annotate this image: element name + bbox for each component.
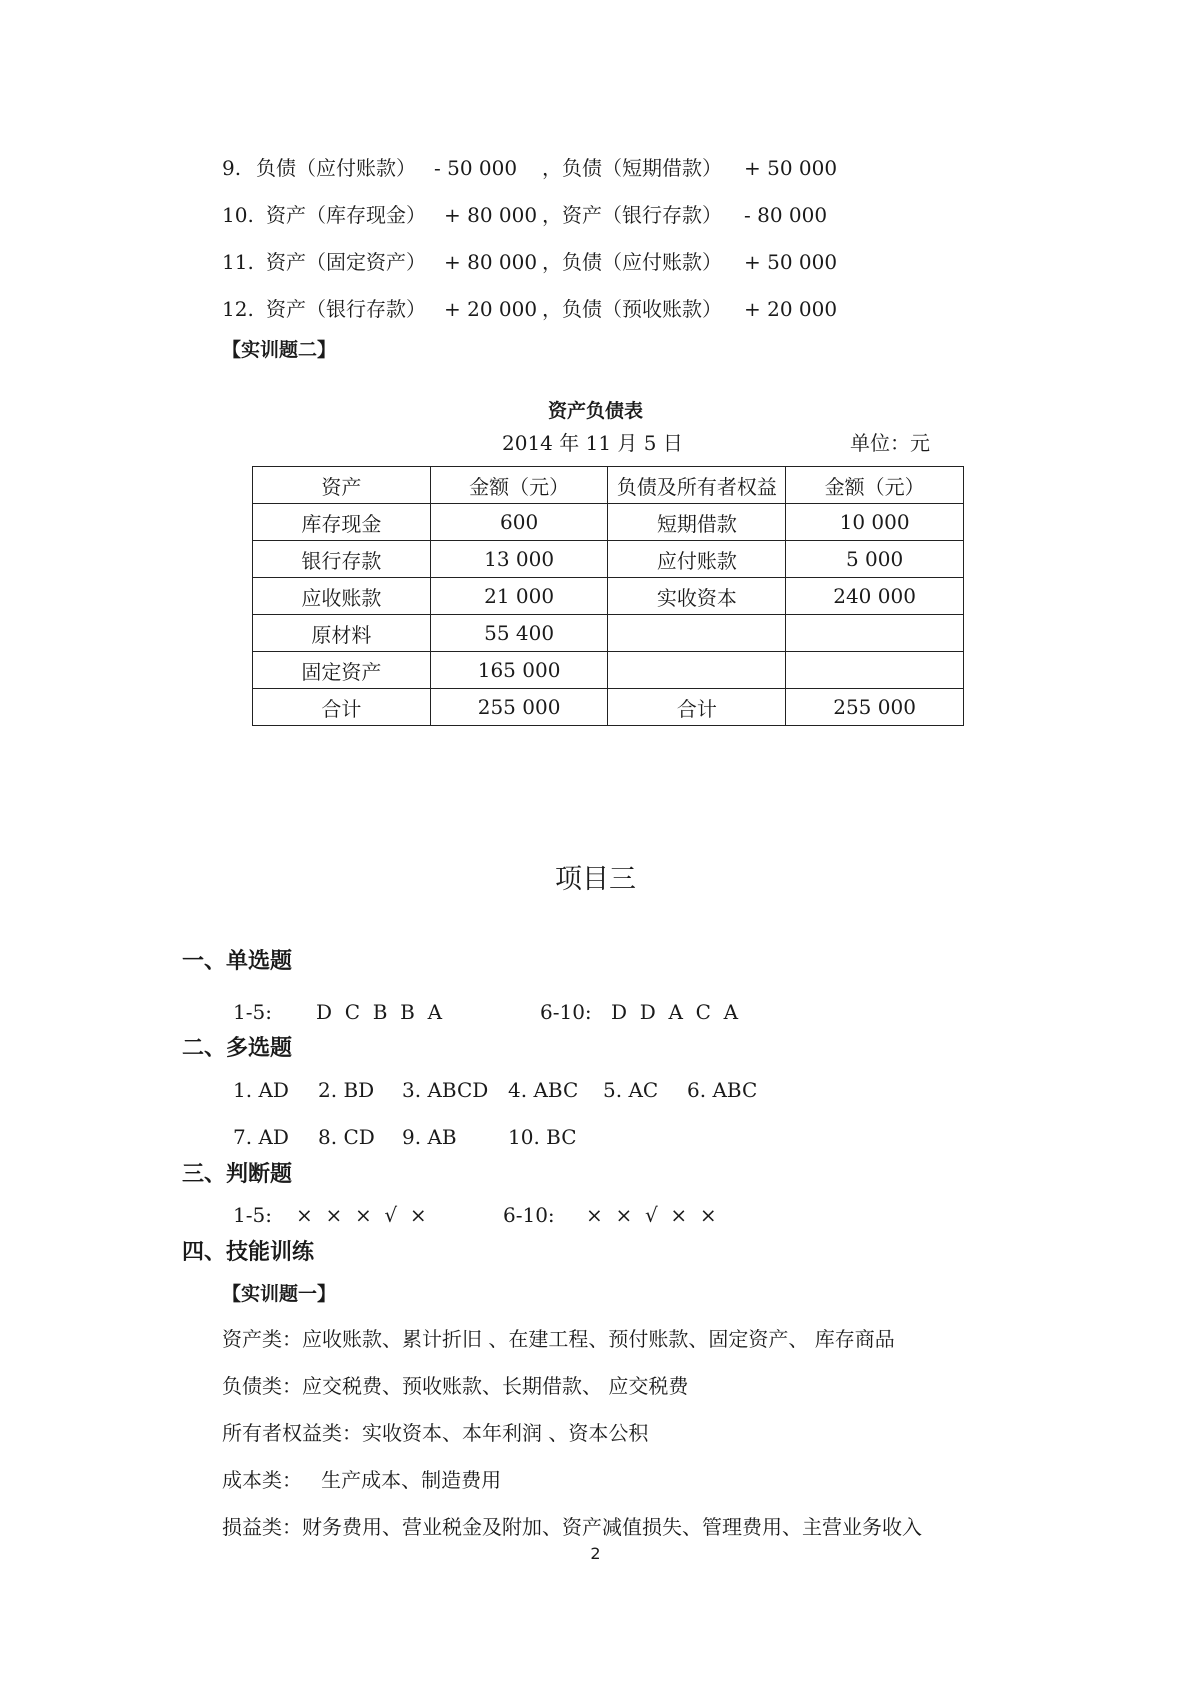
multi-choice-answer: 9. AB [402,1125,457,1149]
entry-b-item: （银行存款） [602,203,722,227]
table-cell: 13 000 [430,541,608,578]
entry-b-item: （应付账款） [602,250,722,274]
table-cell: 10 000 [786,504,964,541]
multi-choice-answer: 6. ABC [687,1078,758,1102]
balance-sheet-title: 资产负债表 [547,400,643,422]
true-false-part2-label: 6-10: [503,1203,555,1227]
entry-a-type: 资产 [266,250,306,274]
table-cell: 165 000 [430,652,608,689]
multi-choice-heading: 二、多选题 [182,1036,293,1061]
entry-b-type: ，资产 [542,203,602,227]
entry-a-item: （银行存款） [306,297,426,321]
entry-number: 9. [222,156,242,180]
multi-choice-answer: 3. ABCD [402,1078,489,1102]
entry-a-item: （固定资产） [306,250,426,274]
table-cell: 库存现金 [253,504,431,541]
table-cell: 应付账款 [608,541,786,578]
table-cell [786,615,964,652]
table-cell: 55 400 [430,615,608,652]
entry-a-change: + 80 000 [444,203,538,227]
training-2-tag: 【实训题二】 [222,339,337,361]
multi-choice-answer: 5. AC [603,1078,659,1102]
category-profit-loss: 损益类：财务费用、营业税金及附加、资产减值损失、管理费用、主营业务收入 [222,1515,922,1539]
single-choice-part1-label: 1-5: [233,1000,272,1024]
entry-b-change: + 50 000 [744,156,838,180]
header-cell: 金额（元） [430,467,608,504]
table-total-row [253,689,964,726]
single-choice-part2-answers: D D A C A [611,1000,739,1024]
table-cell: 21 000 [430,578,608,615]
table-row [253,504,964,541]
entry-b-change: + 20 000 [744,297,838,321]
table-row [253,615,964,652]
true-false-part2-answers: × × √ × × [586,1203,717,1227]
entry-number: 11. [222,250,254,274]
table-cell: 实收资本 [608,578,786,615]
table-cell [608,615,786,652]
entry-b-item: （预收账款） [602,297,722,321]
table-cell: 5 000 [786,541,964,578]
entry-a-item: （应付账款） [296,156,416,180]
entry-b-change: + 50 000 [744,250,838,274]
true-false-heading: 三、判断题 [182,1162,293,1187]
table-cell: 255 000 [430,689,608,726]
true-false-part1-label: 1-5: [233,1203,272,1227]
table-cell: 固定资产 [253,652,431,689]
entry-number: 10. [222,203,254,227]
table-cell: 合计 [608,689,786,726]
single-choice-part2-label: 6-10: [540,1000,592,1024]
single-choice-heading: 一、单选题 [182,949,293,974]
table-header-row [253,467,964,504]
entry-b-change: - 80 000 [744,203,828,227]
multi-choice-answer: 4. ABC [508,1078,579,1102]
multi-choice-answer: 7. AD [233,1125,289,1149]
entry-a-type: 负债 [256,156,296,180]
table-cell: 合计 [253,689,431,726]
table-row [253,541,964,578]
skills-heading: 四、技能训练 [182,1240,315,1265]
entry-a-item: （库存现金） [306,203,426,227]
training-1-tag: 【实训题一】 [222,1283,337,1305]
table-cell: 255 000 [786,689,964,726]
single-choice-part1-answers: D C B B A [316,1000,443,1024]
header-cell: 金额（元） [786,467,964,504]
true-false-part1-answers: × × × √ × [296,1203,427,1227]
entry-b-type: ，负债 [542,250,602,274]
multi-choice-answer: 10. BC [508,1125,577,1149]
table-row [253,652,964,689]
balance-sheet-date: 2014 年 11 月 5 日 [502,431,683,455]
table-cell: 应收账款 [253,578,431,615]
balance-sheet-unit: 单位：元 [850,431,930,455]
entry-a-type: 资产 [266,203,306,227]
table-cell: 银行存款 [253,541,431,578]
entry-a-change: - 50 000 [434,156,518,180]
multi-choice-answer: 2. BD [318,1078,375,1102]
table-cell: 短期借款 [608,504,786,541]
table-cell: 240 000 [786,578,964,615]
header-cell: 负债及所有者权益 [608,467,786,504]
table-cell: 600 [430,504,608,541]
category-liabilities: 负债类：应交税费、预收账款、长期借款、 应交税费 [222,1374,689,1398]
category-costs: 成本类： 生产成本、制造费用 [222,1468,502,1492]
table-cell [786,652,964,689]
category-equity: 所有者权益类：实收资本、本年利润 、资本公积 [222,1421,649,1445]
entry-b-item: （短期借款） [602,156,722,180]
project-title: 项目三 [555,864,636,895]
table-cell [608,652,786,689]
entry-b-type: ，负债 [542,297,602,321]
entry-a-change: + 20 000 [444,297,538,321]
entry-a-change: + 80 000 [444,250,538,274]
entry-b-type: ，负债 [542,156,602,180]
table-row [253,578,964,615]
page-number: 2 [590,1544,601,1563]
multi-choice-answer: 1. AD [233,1078,289,1102]
multi-choice-answer: 8. CD [318,1125,375,1149]
entry-a-type: 资产 [266,297,306,321]
entry-number: 12. [222,297,254,321]
header-cell: 资产 [253,467,431,504]
table-cell: 原材料 [253,615,431,652]
category-assets: 资产类：应收账款、累计折旧 、在建工程、预付账款、固定资产、 库存商品 [222,1327,895,1351]
balance-sheet-table [252,466,964,726]
